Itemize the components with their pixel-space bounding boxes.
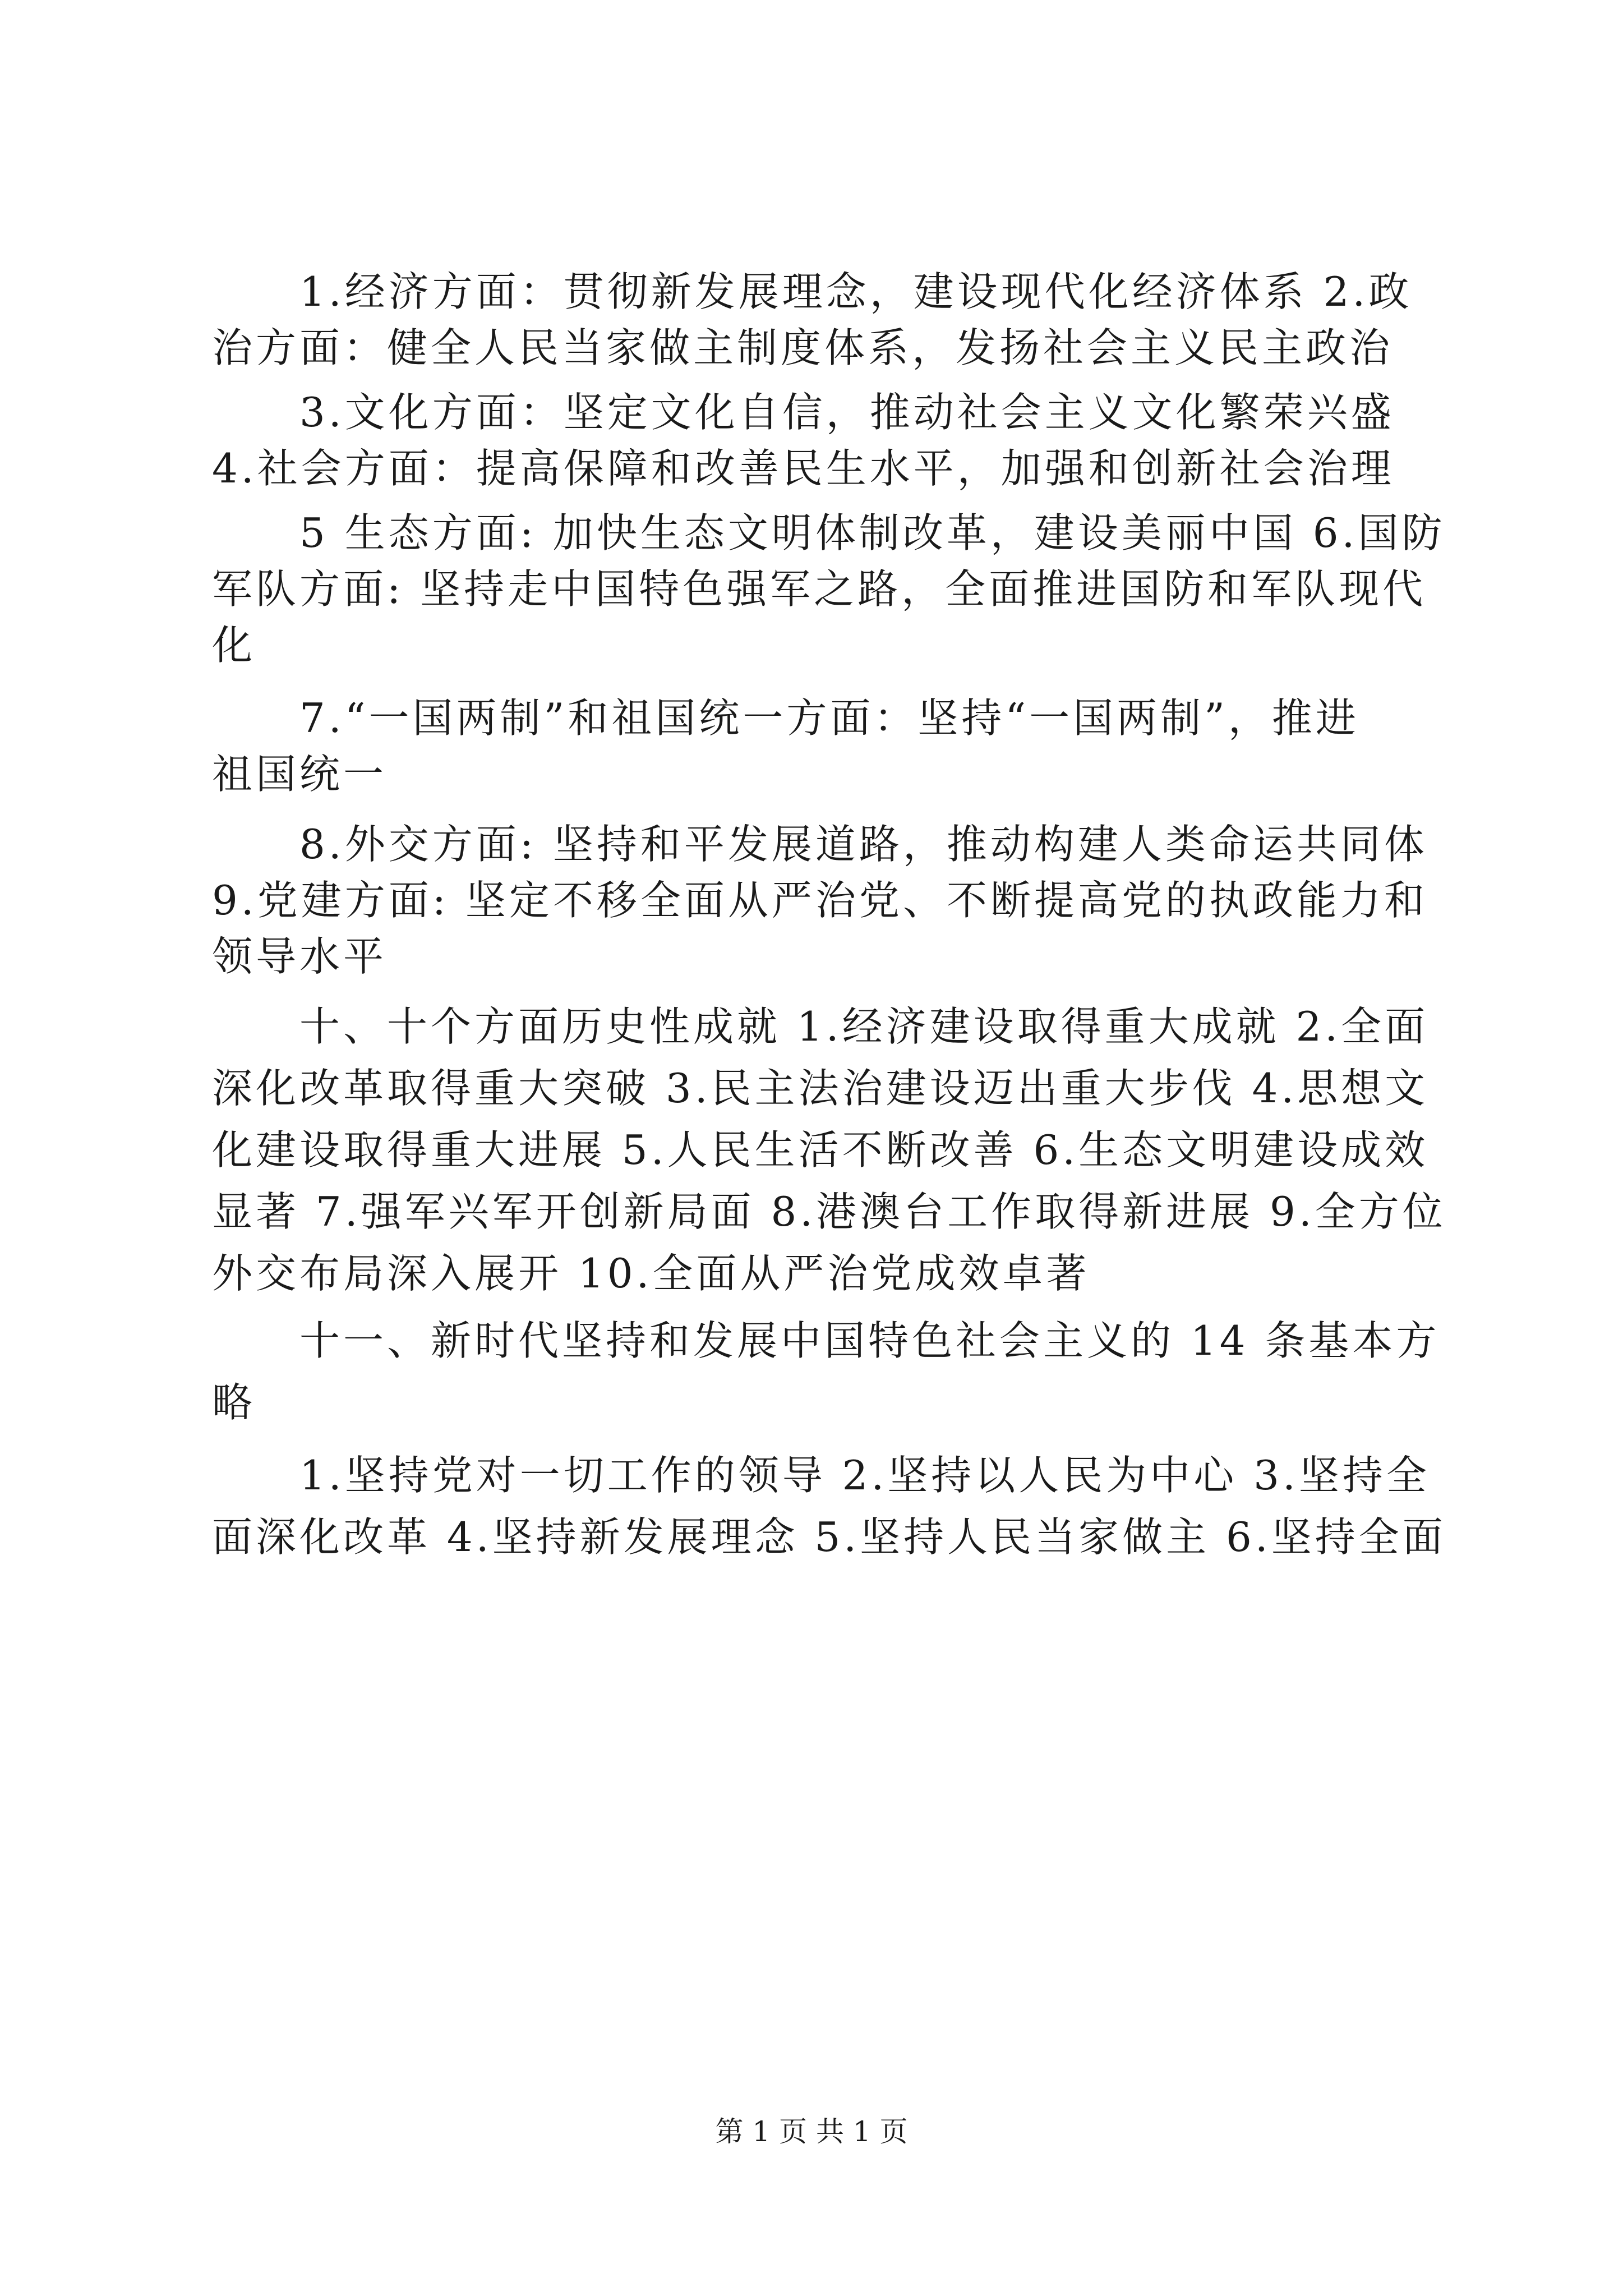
text-line: 8.外交方面: 坚持和平发展道路，推动构建人类命运共同体 xyxy=(212,821,1428,868)
text-line: 化建设取得重大进展 5.人民生活不断改善 6.生态文明建设成效 xyxy=(212,1126,1429,1174)
text-line: 化 xyxy=(212,622,256,669)
text-line: 军队方面: 坚持走中国特色强军之路，全面推进国防和军队现代 xyxy=(212,565,1427,613)
page-footer: 第 1 页 共 1 页 xyxy=(715,2115,908,2148)
text-line: 略 xyxy=(212,1379,256,1426)
text-line: 1.经济方面：贯彻新发展理念，建设现代化经济体系 2.政 xyxy=(212,268,1413,315)
text-line: 3.文化方面：坚定文化自信，推动社会主义文化繁荣兴盛 xyxy=(212,389,1395,436)
text-line: 7.“一国两制”和祖国统一方面：坚持“一国两制”，推进 xyxy=(212,694,1359,742)
text-line: 深化改革取得重大突破 3.民主法治建设迈出重大步伐 4.思想文 xyxy=(212,1065,1429,1112)
text-line: 9.党建方面: 坚定不移全面从严治党、不断提高党的执政能力和 xyxy=(212,877,1428,924)
text-line: 外交布局深入展开 10.全面从严治党成效卓著 xyxy=(212,1250,1090,1297)
text-line: 显著 7.强军兴军开创新局面 8.港澳台工作取得新进展 9.全方位 xyxy=(212,1188,1446,1235)
text-line: 十一、新时代坚持和发展中国特色社会主义的 14 条基本方 xyxy=(212,1317,1440,1364)
text-line: 1.坚持党对一切工作的领导 2.坚持以人民为中心 3.坚持全 xyxy=(212,1452,1430,1499)
text-line: 领导水平 xyxy=(212,933,388,980)
text-line: 4.社会方面：提高保障和改善民生水平，加强和创新社会治理 xyxy=(212,445,1395,492)
text-line: 治方面：健全人民当家做主制度体系，发扬社会主义民主政治 xyxy=(212,324,1394,371)
text-line: 5 生态方面: 加快生态文明体制改革，建设美丽中国 6.国防 xyxy=(212,509,1446,556)
text-line: 祖国统一 xyxy=(212,751,388,798)
text-line: 十、十个方面历史性成就 1.经济建设取得重大成就 2.全面 xyxy=(212,1003,1429,1050)
text-line: 面深化改革 4.坚持新发展理念 5.坚持人民当家做主 6.坚持全面 xyxy=(212,1513,1446,1561)
